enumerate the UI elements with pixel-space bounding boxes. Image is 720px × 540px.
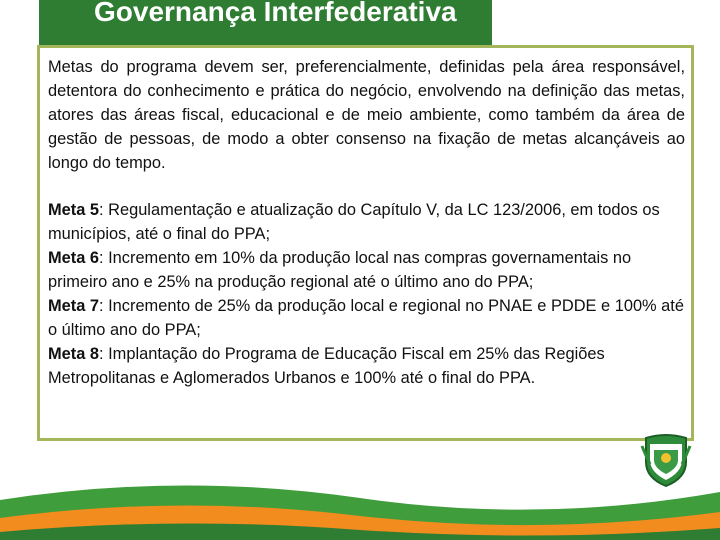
title-bar: [39, 0, 492, 46]
intro-paragraph: Metas do programa devem ser, preferencialmente, definidas pela área responsável, detentora do conhecimento e prática do negócio, envolvendo na definição das metas, atores das áreas fiscal, educacional e de meio ambiente, como também da área de gestão de pessoas, de modo a obter consenso na fixação de metas alcançáveis ao longo do tempo.: [48, 58, 685, 172]
meta-text: : Incremento em 10% da produção local nas compras governamentais no primeiro ano e 25% na produção regional até o último ano do PPA;: [48, 249, 632, 291]
metas-list: [48, 198, 685, 390]
meta-text: : Implantação do Programa de Educação Fiscal em 25% das Regiões Metropolitanas e Aglomerados Urbanos e 100% até o final do PPA.: [48, 345, 605, 387]
content-box: [37, 45, 694, 441]
meta-label: Meta 6: [48, 249, 100, 267]
meta-text: : Incremento de 25% da produção local e regional no PNAE e PDDE e 100% até o último ano do PPA;: [48, 297, 684, 339]
meta-label: Meta 8: [48, 345, 100, 363]
meta-item: [48, 294, 685, 342]
meta-item: [48, 342, 685, 390]
meta-item: [48, 246, 685, 294]
meta-label: Meta 5: [48, 201, 100, 219]
slide-title: Governança Interfederativa: [94, 0, 457, 27]
meta-item: [48, 198, 685, 246]
decorative-waves: [0, 470, 720, 540]
meta-text: : Regulamentação e atualização do Capítulo V, da LC 123/2006, em todos os municípios, até o final do PPA;: [48, 201, 660, 243]
meta-label: Meta 7: [48, 297, 100, 315]
